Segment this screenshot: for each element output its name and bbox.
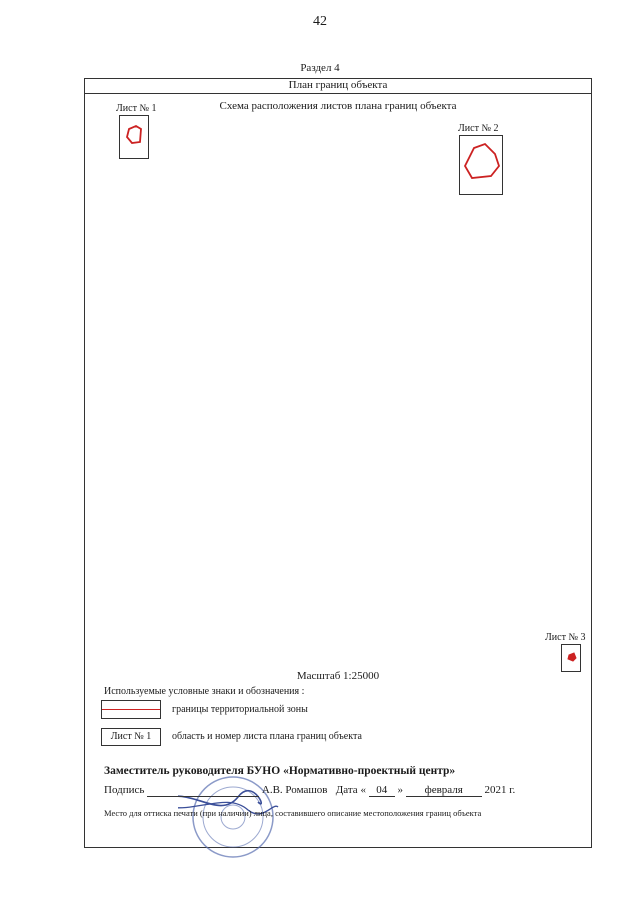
- date-month: февраля: [406, 784, 482, 797]
- sheet-1-box: [119, 115, 149, 159]
- sheet-area-text: область и номер листа плана границ объекта: [172, 731, 362, 742]
- signature-line: [147, 784, 259, 797]
- sheet-3-label: Лист № 3: [545, 632, 586, 643]
- signature-row: [104, 784, 515, 797]
- zone-boundary-symbol: [101, 700, 161, 719]
- date-year: 2021 г.: [484, 784, 516, 796]
- section-title: Раздел 4: [300, 62, 340, 74]
- sheet-2-label: Лист № 2: [458, 123, 499, 134]
- date-day: 04: [369, 784, 395, 797]
- scale-label: Масштаб 1:25000: [296, 670, 380, 682]
- sheet-1-boundary-shape: [120, 116, 150, 160]
- page-number: 42: [313, 14, 327, 29]
- date-quote-close: »: [397, 784, 403, 796]
- scheme-title: Схема расположения листов плана границ объекта: [219, 100, 457, 112]
- sheet-3-boundary-shape: [562, 645, 582, 673]
- sheet-2-boundary-shape: [460, 136, 504, 196]
- sheet-2-box: [459, 135, 503, 195]
- sheet-3-box: [561, 644, 581, 672]
- sign-label: Подпись: [104, 784, 145, 796]
- frame-header: План границ объекта: [84, 78, 592, 94]
- sheet-sample-symbol: Лист № 1: [101, 728, 161, 746]
- sheet-1-label: Лист № 1: [116, 103, 157, 114]
- signer-position: Заместитель руководителя БУНО «Нормативно-проектный центр»: [104, 765, 456, 777]
- signer-name: А.В. Ромашов: [261, 784, 328, 796]
- zone-boundary-text: границы территориальной зоны: [172, 704, 308, 715]
- legend-heading: Используемые условные знаки и обозначения :: [104, 686, 305, 697]
- stamp-note: Место для оттиска печати (при наличии) лица, составившего описание местоположения границ объекта: [104, 808, 482, 818]
- date-label: Дата «: [335, 784, 366, 796]
